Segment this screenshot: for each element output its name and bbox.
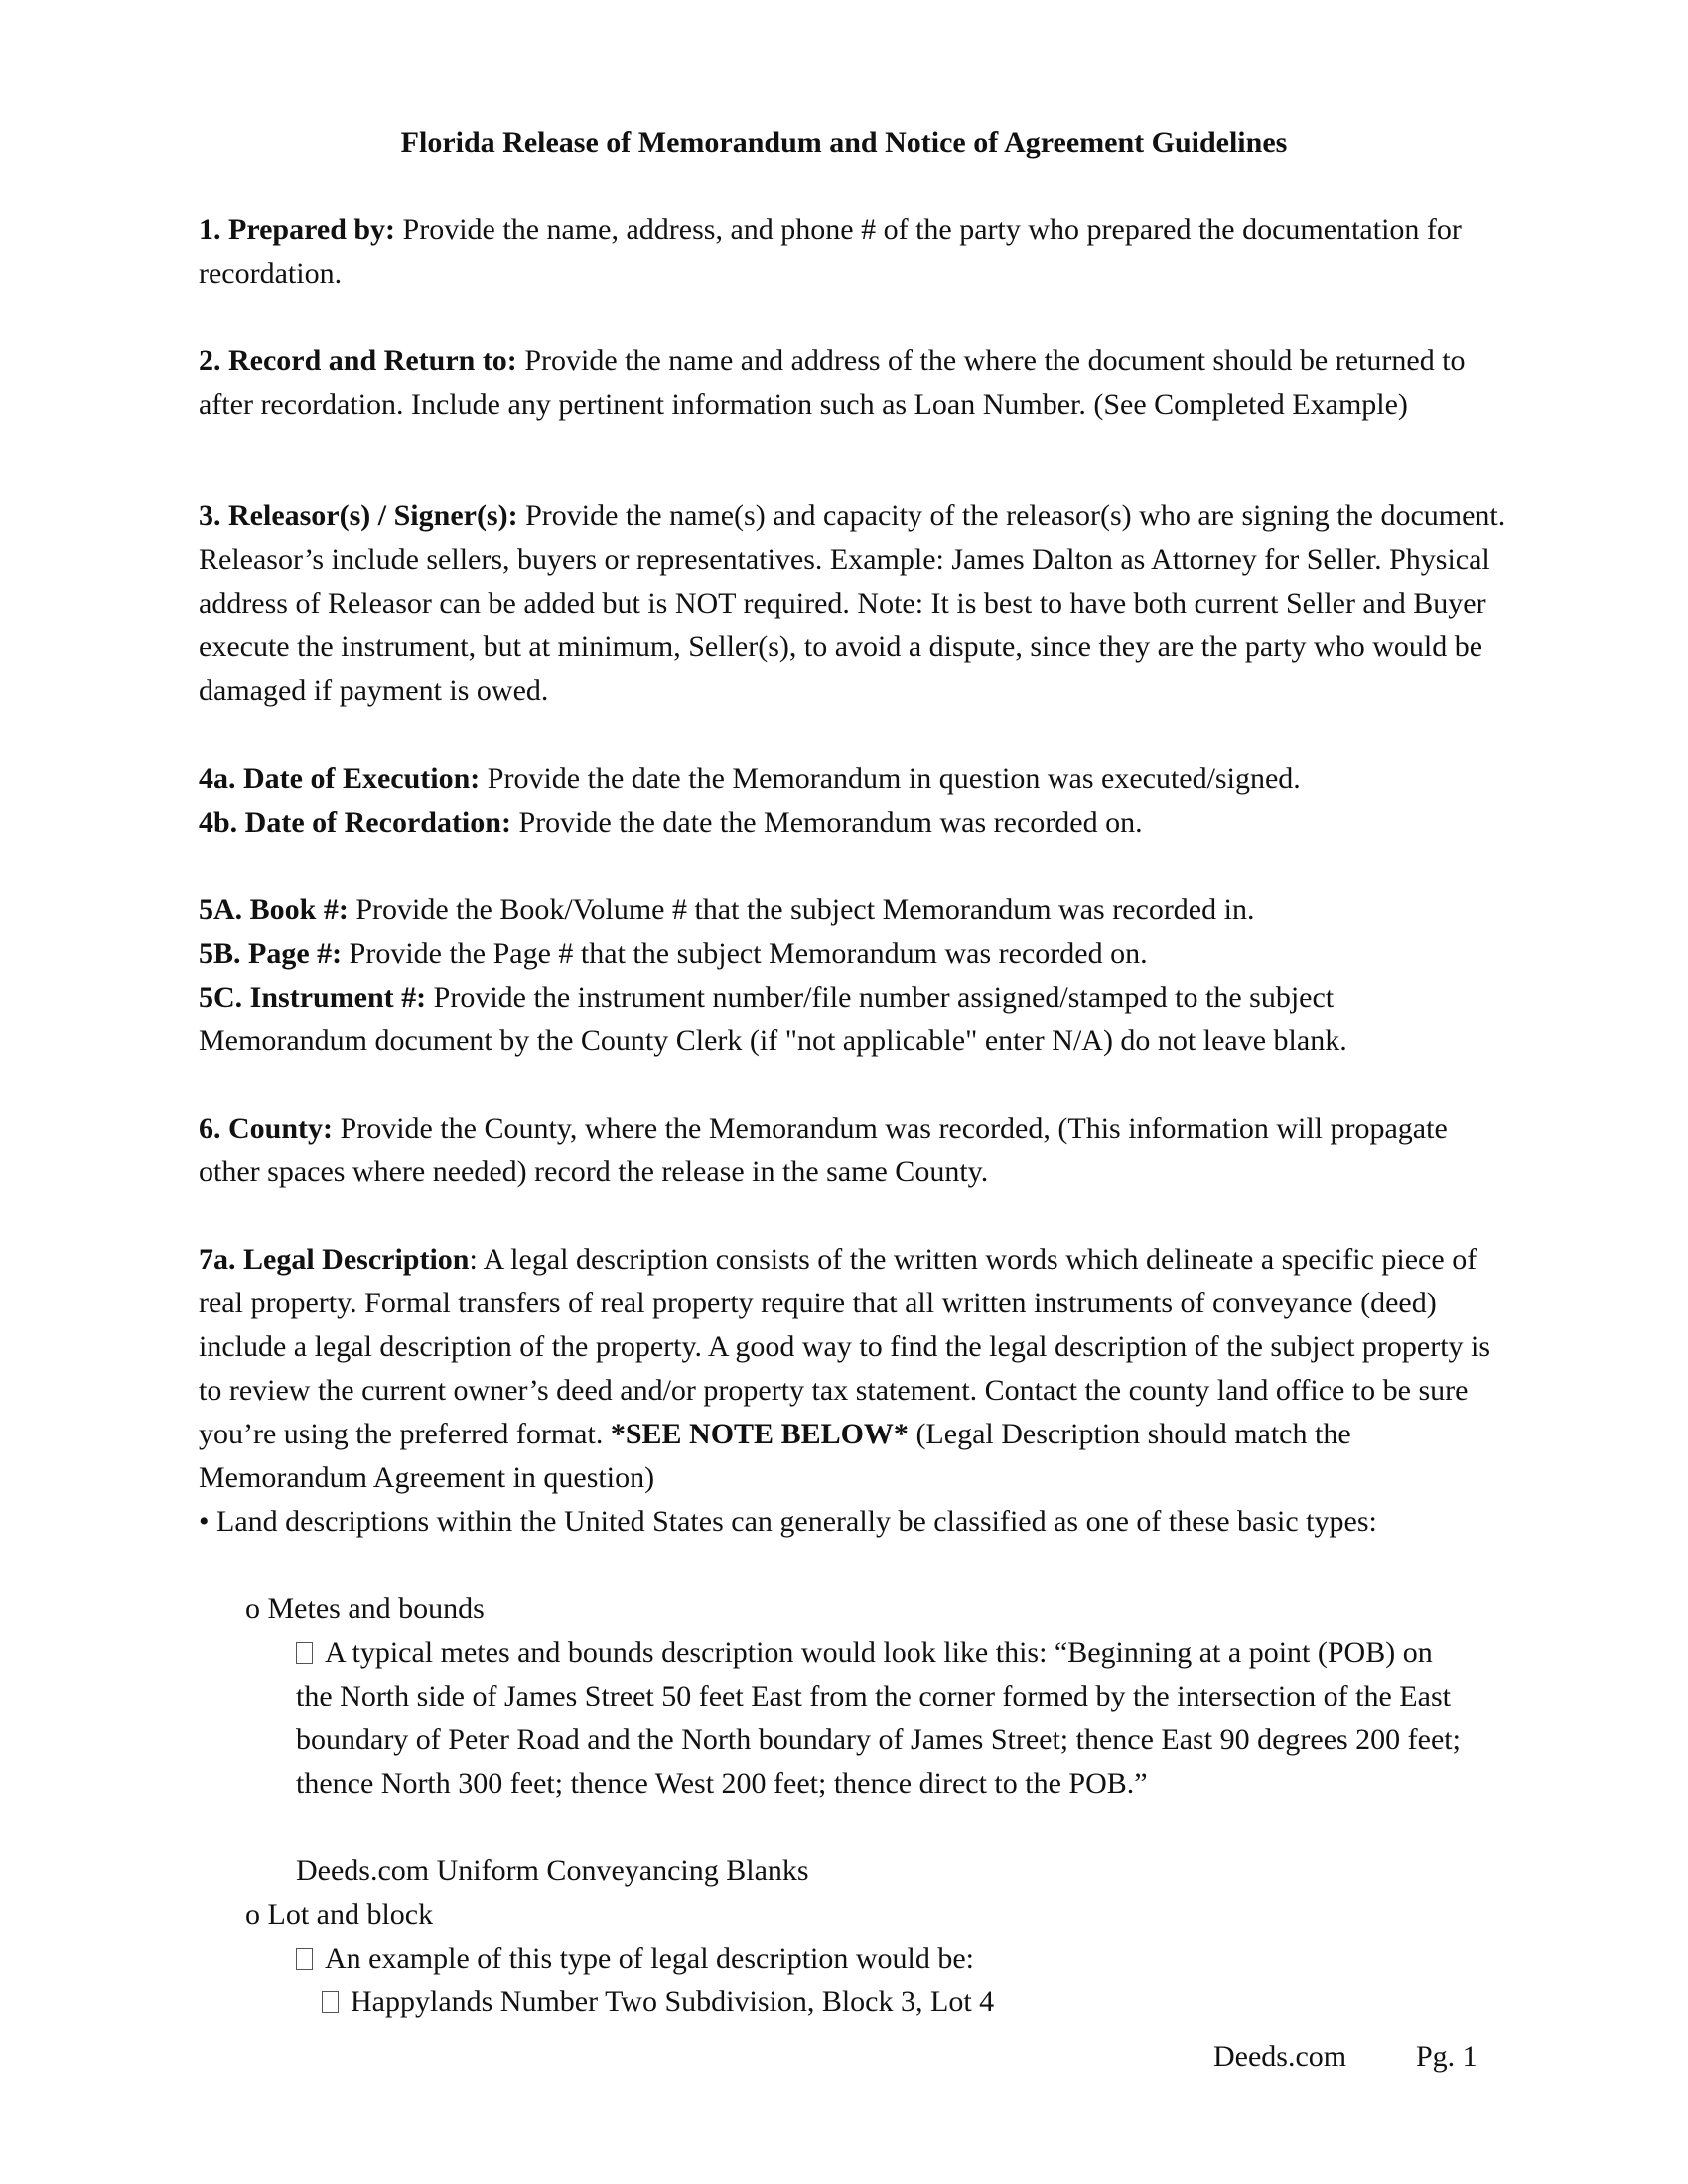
document-title: Florida Release of Memorandum and Notice of Agreement Guidelines — [400, 126, 1288, 159]
section-book-number — [199, 888, 1509, 932]
section-legal-description — [199, 1238, 1509, 1500]
section-text: Provide the name, address, and phone # of the party who prepared the documentation for recordation. — [199, 213, 1462, 290]
metes-and-bounds-example: A typical metes and bounds description would look like this: “Beginning at a point (POB) on the North side of James Street 50 feet East from the corner formed by the intersection of the East boundary of Peter Road and the North boundary of James Street; thence East 90 degrees 200 feet; thence North 300 feet; thence West 200 feet; thence direct to the POB.” — [296, 1636, 1461, 1800]
section-releasors — [199, 494, 1509, 713]
section-label: 3. Releasor(s) / Signer(s): — [199, 499, 518, 532]
section-label: 6. County: — [199, 1112, 334, 1145]
square-bullet-icon — [322, 1991, 339, 2013]
section-date-of-recordation — [199, 801, 1509, 845]
section-date-of-execution — [199, 757, 1509, 801]
section-county — [199, 1107, 1509, 1194]
section-text-after-note: (Legal Description should match the Memorandum Agreement in question) — [199, 1418, 1351, 1494]
section-page-number — [199, 932, 1509, 976]
section-label: 5B. Page #: — [199, 937, 343, 970]
see-note-below: *SEE NOTE BELOW* — [610, 1418, 909, 1450]
lot-and-block-sample: Happylands Number Two Subdivision, Block 3, Lot 4 — [322, 1980, 994, 2024]
section-label: 7a. Legal Description — [199, 1243, 470, 1276]
list-item-lot-and-block: o Lot and block — [245, 1898, 434, 1931]
footer-site: Deeds.com — [1213, 2040, 1347, 2073]
section-label: 5A. Book #: — [199, 893, 349, 926]
footer-page-number: Pg. 1 — [1416, 2040, 1477, 2073]
section-text: : A legal description consists of the written words which delineate a specific piece of real property. Formal transfers of real property require that all written instruments of conveyance (deed) include a legal description of the property. A good way to find the legal description of the subject property is to review the current owner’s deed and/or property tax statement. Contact the county land office to be sure you’re using the preferred format. — [199, 1243, 1491, 1450]
section-text: Provide the County, where the Memorandum was recorded, (This information will propagate other spaces where needed) record the release in the same County. — [199, 1112, 1448, 1188]
section-label: 1. Prepared by: — [199, 213, 396, 246]
land-description-types: • Land descriptions within the United States can generally be classified as one of these basic types: — [199, 1505, 1377, 1538]
section-label: 4b. Date of Recordation: — [199, 806, 511, 839]
square-bullet-icon — [296, 1948, 313, 1970]
section-label: 2. Record and Return to: — [199, 344, 517, 377]
section-text: Provide the date the Memorandum in question was executed/signed. — [480, 762, 1301, 795]
section-instrument-number — [199, 976, 1509, 1063]
section-label: 4a. Date of Execution: — [199, 762, 481, 795]
section-text: Provide the name and address of the where the document should be returned to after recordation. Include any pertinent information such as Loan Number. (See Completed Example) — [199, 344, 1466, 421]
section-text: Provide the Book/Volume # that the subject Memorandum was recorded in. — [348, 893, 1255, 926]
lot-and-block-example: An example of this type of legal description would be: — [296, 1937, 1468, 1980]
section-label: 5C. Instrument #: — [199, 981, 427, 1014]
section-text: Provide the date the Memorandum was recorded on. — [510, 806, 1143, 839]
metes-and-bounds-source: Deeds.com Uniform Conveyancing Blanks — [296, 1854, 809, 1887]
section-record-and-return — [199, 340, 1509, 427]
section-prepared-by — [199, 208, 1509, 296]
section-text: Provide the Page # that the subject Memorandum was recorded on. — [342, 937, 1148, 970]
section-text: Provide the name(s) and capacity of the releasor(s) who are signing the document. Releasor’s include sellers, buyers or representatives. Example: James Dalton as Attorney for Seller. Physical address of Releasor can be added but is NOT required. Note: It is best to have both current Seller and Buyer execute the instrument, but at minimum, Seller(s), to avoid a dispute, since they are the party who would be damaged if payment is owed. — [199, 499, 1506, 707]
section-text: Provide the instrument number/file number assigned/stamped to the subject Memorandum document by the County Clerk (if "not applicable" enter N/A) do not leave blank. — [199, 981, 1347, 1057]
square-bullet-icon — [296, 1642, 313, 1664]
list-item-metes-and-bounds: o Metes and bounds — [245, 1592, 485, 1625]
